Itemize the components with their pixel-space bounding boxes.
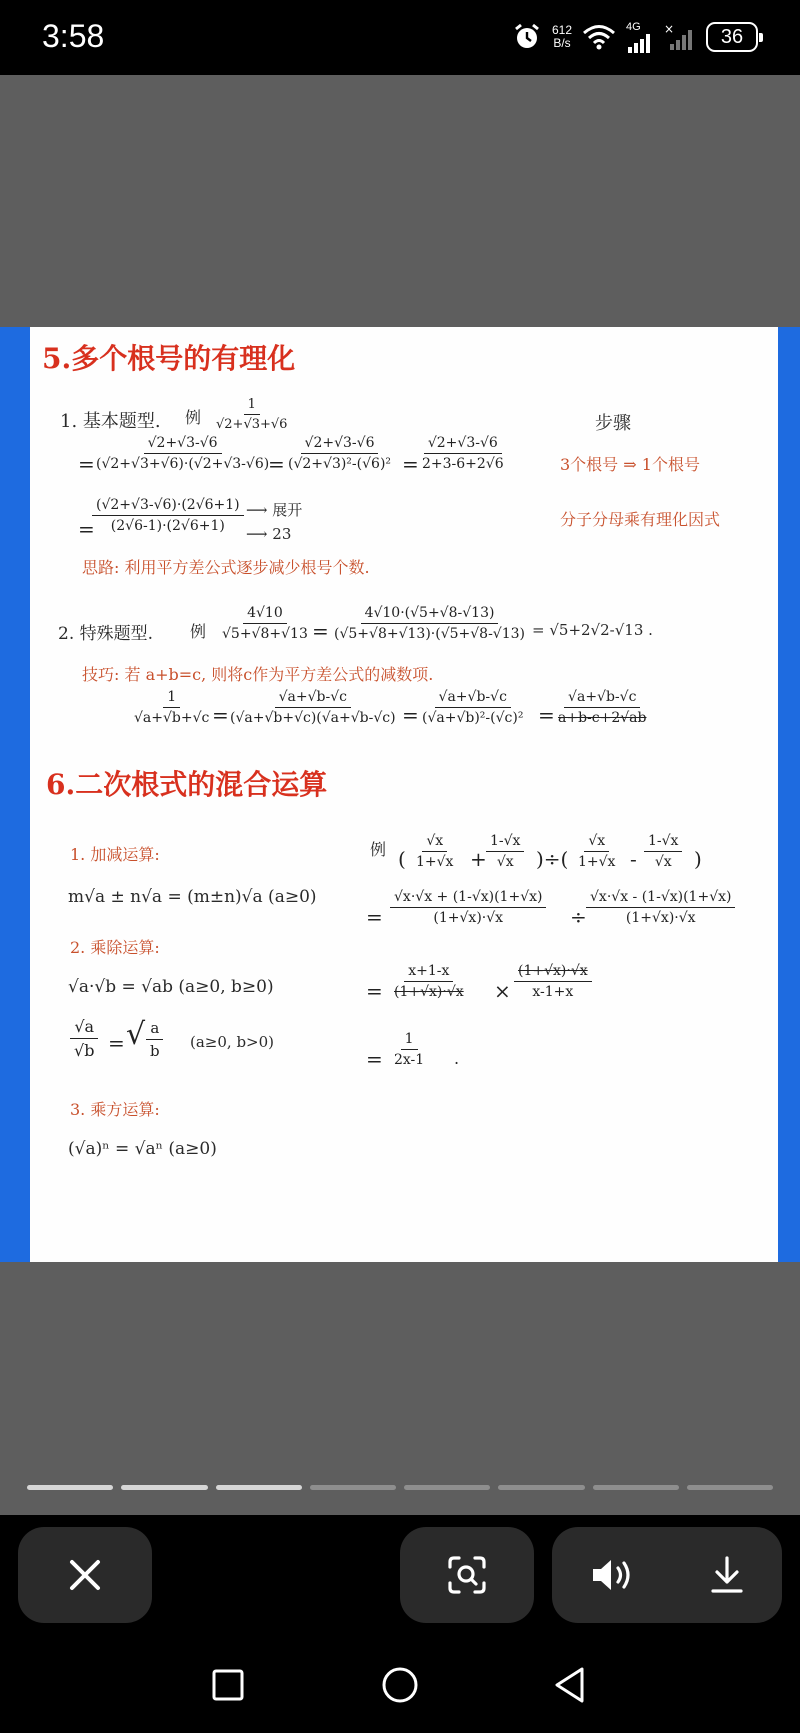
signal-weak-icon <box>664 22 696 52</box>
line3-fraction: $\frac{1}{2x-1}$ <box>394 1031 425 1068</box>
network-type: 4G <box>626 20 641 33</box>
media-controls <box>552 1527 782 1623</box>
trick-note: 技巧: 若 a+b=c, 则将c作为平方差公式的减数项. <box>82 665 434 684</box>
times-sign: × <box>494 979 511 1003</box>
recents-button[interactable] <box>206 1663 250 1707</box>
net-speed: 612 B/s <box>551 23 572 50</box>
eq-sign: = <box>366 979 383 1003</box>
ex-d-fraction: $\frac{1-√x}{√x}$ <box>644 833 682 870</box>
paren-close: ) <box>694 847 702 871</box>
line2-a-fraction: $\frac{x+1-x}{(1+√x)\cdot√x}$ <box>394 963 464 1000</box>
eq-sign: = <box>78 452 95 476</box>
step-note-1: 3个根号 ⇒ 1个根号 <box>560 455 700 474</box>
pow-formula: (√a)ⁿ = √aⁿ (a≥0) <box>68 1139 217 1159</box>
line1-a-fraction: $\frac{√x\cdot√x + (1-√x)(1+√x)}{(1+√x)\cdot√x}$ <box>390 889 546 926</box>
mul-label: 2. 乘除运算: <box>70 938 160 957</box>
add-label: 1. 加减运算: <box>70 845 160 864</box>
download-icon[interactable] <box>709 1555 745 1595</box>
basic-type-label: 1. 基本题型. <box>60 411 161 432</box>
speaker-icon[interactable] <box>590 1557 634 1593</box>
progress-segment <box>216 1485 302 1490</box>
home-button[interactable] <box>378 1663 422 1707</box>
eq-sign: = <box>108 1031 125 1055</box>
section6-example-label: 例 <box>370 840 387 859</box>
eq-sign: = <box>212 703 229 727</box>
special-type-label: 2. 特殊题型. <box>58 624 154 644</box>
plus-sign: + <box>470 847 487 871</box>
status-time: 3:58 <box>42 18 105 54</box>
image-viewer[interactable] <box>0 75 800 1515</box>
cell-signal-1 <box>626 22 654 53</box>
square-icon <box>211 1668 245 1702</box>
battery-indicator: 36 <box>706 22 758 52</box>
div-lhs-fraction: $\frac{√a}{√b}$ <box>70 1017 98 1060</box>
expand-label: ⟶ 展开 <box>246 501 303 519</box>
ex1-fraction: $\frac{1}{√2+√3+√6}$ <box>216 397 288 432</box>
back-button[interactable] <box>548 1663 592 1707</box>
eq-sign: = <box>366 905 383 929</box>
result-label: ⟶ 23 <box>246 525 292 543</box>
period: . <box>454 1049 460 1068</box>
story-progress <box>27 1485 773 1491</box>
sqrt-sign: √ <box>126 1017 146 1052</box>
eq-sign: = <box>538 703 555 727</box>
ex2-step-fraction: $\frac{4√10\cdot(√5+√8-√13)}{(√5+√8+√13)\cdot(√5+√8-√13)}$ <box>334 605 526 642</box>
eq-sign: = <box>402 703 419 727</box>
circle-icon <box>381 1666 419 1704</box>
progress-segment <box>310 1485 396 1490</box>
step3-fraction: $\frac{√2+√3-√6}{2+3-6+2√6}$ <box>422 435 504 472</box>
step2-fraction: $\frac{√2+√3-√6}{\text{(√2+√3)²-(√6)²}}$ <box>288 435 392 472</box>
wifi-icon <box>582 23 616 51</box>
div-rhs-fraction: $\frac{a}{b}$ <box>146 1019 164 1060</box>
step4-fraction: $\frac{(√2+√3-√6)\cdot(2√6+1)}{(2√6-1)\cdot(2√6+1)}$ <box>92 497 244 534</box>
image-frame[interactable] <box>0 327 800 1262</box>
idea-note: 思路: 利用平方差公式逐步减少根号个数. <box>82 558 370 577</box>
ex-c-fraction: $\frac{√x}{1+√x}$ <box>578 833 616 870</box>
progress-segment <box>687 1485 773 1490</box>
eq-sign: = <box>366 1047 383 1071</box>
paren-open: ( <box>398 847 406 871</box>
eq-sign: = <box>268 452 285 476</box>
bottom-controls <box>0 1515 800 1635</box>
general3-fraction: $\frac{√a+√b-√c}{a+b-c+2√ab}$ <box>558 689 647 726</box>
svg-text:×: × <box>664 22 675 36</box>
example-label: 例 <box>185 408 202 427</box>
general2-fraction: $\frac{√a+√b-√c}{\text{(√a+√b)²-(√c)²}}$ <box>422 689 524 726</box>
lens-icon <box>446 1554 488 1596</box>
eq-sign: = <box>312 619 329 643</box>
eq-sign: = <box>402 452 419 476</box>
alarm-icon <box>512 22 542 52</box>
add-formula: m√a ± n√a = (m±n)√a (a≥0) <box>68 887 317 907</box>
status-bar <box>0 0 800 75</box>
line2-b-fraction: $\frac{(1+√x)\cdot√x}{x-1+x}$ <box>514 963 592 1000</box>
div-condition: (a≥0, b>0) <box>190 1033 275 1051</box>
steps-title: 步骤 <box>595 413 631 434</box>
section6-title: 6.二次根式的混合运算 <box>46 768 328 801</box>
status-icons <box>512 20 758 54</box>
progress-segment <box>27 1485 113 1490</box>
system-nav-bar <box>0 1635 800 1733</box>
div-paren: )÷( <box>536 847 569 871</box>
section5-title: 5.多个根号的有理化 <box>42 342 296 375</box>
progress-segment <box>498 1485 584 1490</box>
close-icon <box>68 1558 102 1592</box>
progress-segment <box>121 1485 207 1490</box>
example-label-2: 例 <box>190 622 207 641</box>
ex-b-fraction: $\frac{1-√x}{√x}$ <box>486 833 524 870</box>
minus-sign: - <box>630 847 637 871</box>
eq-sign: = <box>78 517 95 541</box>
line1-b-fraction: $\frac{√x\cdot√x - (1-√x)(1+√x)}{(1+√x)\cdot√x}$ <box>586 889 735 926</box>
signal-icon <box>626 33 654 53</box>
step1-fraction: $\frac{√2+√3-√6}{(√2+√3+√6)\cdot(√2+√3-√6)}$ <box>96 435 270 472</box>
close-button[interactable] <box>18 1527 152 1623</box>
progress-segment <box>404 1485 490 1490</box>
math-notes-image <box>30 327 778 1262</box>
lens-button[interactable] <box>400 1527 534 1623</box>
mul-formula: √a·√b = √ab (a≥0, b≥0) <box>68 977 274 997</box>
general1-fraction: $\frac{√a+√b-√c}{(√a+√b+√c)(√a+√b-√c)}$ <box>230 689 396 726</box>
ex2-fraction: $\frac{4√10}{√5+√8+√13}$ <box>222 605 308 642</box>
general-fraction: $\frac{1}{√a+√b+√c}$ <box>134 689 210 726</box>
ex2-result: = √5+2√2-√13 . <box>532 621 653 639</box>
back-triangle-icon <box>552 1666 588 1704</box>
progress-segment <box>593 1485 679 1490</box>
divide-sign: ÷ <box>570 905 587 929</box>
pow-label: 3. 乘方运算: <box>70 1100 160 1119</box>
ex-a-fraction: $\frac{√x}{1+√x}$ <box>416 833 454 870</box>
step-note-2: 分子分母乘有理化因式 <box>560 510 721 529</box>
